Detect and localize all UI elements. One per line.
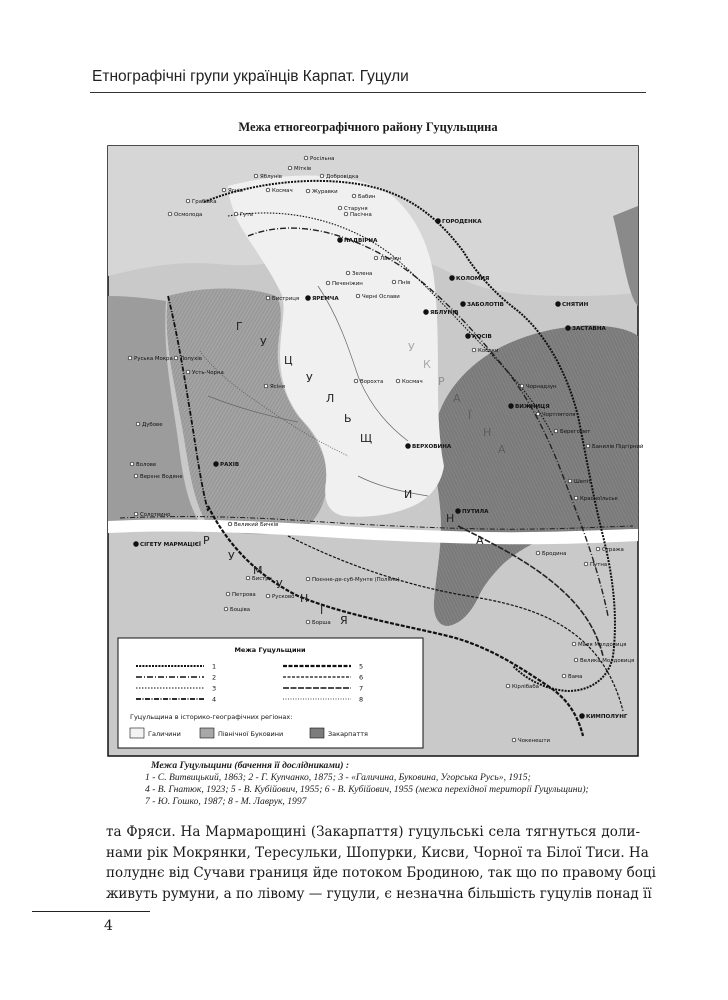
city-label: Добровідка	[326, 174, 359, 180]
city-dot	[574, 658, 578, 662]
country-letter: Н	[300, 592, 309, 605]
country-letter: У	[306, 372, 313, 385]
city-61	[572, 642, 626, 648]
city-label: Осмолода	[174, 212, 203, 218]
city-dot	[512, 738, 516, 742]
city-label: Чортлятоля	[542, 412, 576, 418]
city-label: КОСІВ	[472, 334, 492, 340]
city-dot	[580, 714, 585, 719]
city-36	[509, 404, 550, 410]
body-line: полуднє від Сучави границя йде потоком Бродиною, так що по правому боці	[106, 865, 656, 881]
map-legend	[118, 638, 423, 748]
city-label: Кобаки	[478, 348, 499, 354]
city-label: Банилів Підгірний	[592, 444, 644, 450]
city-56	[306, 577, 399, 583]
city-label: Путна	[590, 562, 608, 568]
body-line: нами рік Мокрянки, Тересульки, Шопурки, Кисви, Чорної та Білої Тиси. На	[106, 844, 649, 861]
country-letter: Н	[483, 426, 492, 439]
city-label: Берегомет	[560, 429, 591, 435]
city-dot	[222, 188, 226, 192]
city-dot	[306, 577, 310, 581]
city-dot	[392, 280, 396, 284]
city-label: Борша	[312, 620, 331, 626]
city-dot	[214, 462, 219, 467]
city-dot	[596, 547, 600, 551]
country-letter: Н	[446, 512, 455, 525]
city-dot	[509, 404, 514, 409]
city-label: Космач	[272, 188, 293, 194]
legend-region-swatch	[130, 728, 144, 738]
city-dot	[228, 522, 232, 526]
legend-regions	[130, 728, 368, 738]
city-label: Яблунів	[260, 174, 282, 180]
footer-rule	[32, 911, 150, 912]
country-letter: Ц	[284, 354, 293, 367]
city-dot	[436, 219, 441, 224]
city-dot	[346, 271, 350, 275]
country-letter: И	[404, 488, 413, 501]
map-title: Межа етногеографічного району Гуцульщина	[238, 120, 498, 134]
city-label: Старуня	[344, 206, 368, 212]
city-24	[461, 302, 504, 308]
country-letter: А	[498, 443, 506, 456]
country-letter: К	[423, 358, 431, 371]
city-label: КИМПОЛУНГ	[586, 714, 628, 720]
city-dot	[306, 189, 310, 193]
city-42	[586, 443, 644, 450]
city-dot	[246, 576, 250, 580]
city-dot	[506, 684, 510, 688]
city-dot	[472, 348, 476, 352]
city-label: Черні Ослави	[362, 294, 400, 300]
city-dot	[136, 422, 140, 426]
city-label: Чокенешти	[518, 738, 550, 744]
city-label: Вама	[568, 674, 583, 680]
legend-line-label: 5	[359, 662, 364, 671]
city-dot	[226, 592, 230, 596]
city-dot	[352, 194, 356, 198]
city-label: Красноїльськ	[580, 496, 618, 502]
country-letter: У	[260, 336, 267, 349]
map-figure	[108, 146, 644, 756]
city-label: Верхнє Водяне	[140, 474, 183, 480]
legend-line-label: 7	[359, 684, 364, 693]
city-dot	[326, 281, 330, 285]
city-label: Великий Бичків	[234, 522, 279, 528]
city-dot	[568, 479, 572, 483]
country-letter: Л	[326, 392, 335, 405]
city-dot	[574, 496, 578, 500]
city-label: Руська Мокра	[134, 356, 173, 362]
city-label: Пасічна	[350, 212, 372, 218]
legend-region-label: Північної Буковини	[218, 730, 284, 738]
city-label: Бощіва	[230, 607, 251, 613]
city-11	[168, 212, 202, 218]
city-label: РАХІВ	[220, 462, 240, 468]
city-label: Чорнадзун	[526, 384, 557, 390]
country-letter: А	[476, 534, 484, 547]
country-letter: І	[320, 604, 324, 617]
city-dot	[234, 212, 238, 216]
country-letter: У	[276, 578, 283, 591]
city-label: Яснів	[228, 188, 243, 194]
city-label: ЯБЛУНІВ	[430, 310, 459, 316]
city-dot	[450, 276, 455, 281]
city-dot	[396, 379, 400, 383]
city-dot	[320, 174, 324, 178]
city-dot	[338, 238, 343, 243]
city-dot	[134, 542, 139, 547]
city-label: Мітків	[294, 166, 312, 172]
city-dot	[266, 594, 270, 598]
map-svg	[108, 146, 644, 756]
city-label: Маля Молдовиця	[578, 642, 627, 648]
body-line: живуть румуни, а по лівому — гуцули, є незначна більшість гуцулів понад її	[106, 885, 652, 902]
city-dot	[128, 356, 132, 360]
city-dot	[186, 199, 190, 203]
city-label: Бистриця	[272, 296, 300, 302]
city-4	[320, 174, 358, 180]
country-letter: Ь	[344, 412, 352, 425]
city-label: Стража	[602, 547, 624, 553]
city-32	[186, 370, 224, 376]
header-rule	[90, 92, 646, 93]
city-66	[580, 714, 628, 720]
city-dot	[174, 356, 178, 360]
city-label: Волове	[136, 462, 157, 468]
city-label: КОЛОМИЯ	[456, 276, 490, 282]
city-64	[506, 684, 539, 690]
city-label: Пнів	[398, 280, 411, 286]
city-label: СНЯТИН	[562, 302, 589, 308]
running-head: Етнографічні групи українців Карпат. Гуцули	[92, 68, 409, 85]
city-dot	[566, 326, 571, 331]
city-label: ПУТИЛА	[462, 509, 489, 515]
city-14	[436, 219, 483, 225]
city-label: Росільна	[310, 156, 335, 162]
city-62	[574, 658, 634, 664]
legend-line-label: 8	[359, 695, 364, 704]
city-dot	[536, 412, 540, 416]
caption-line: 7 - Ю. Гошко, 1987; 8 - М. Лаврук, 1997	[145, 796, 307, 807]
legend-line-label: 1	[212, 662, 217, 671]
city-dot	[461, 302, 466, 307]
city-20	[326, 281, 363, 287]
city-label: Зелена	[352, 271, 373, 277]
city-label: Кірлібаба	[512, 684, 539, 690]
city-label: ВИЖНИЦЯ	[515, 404, 550, 410]
city-label: Шепіт	[574, 479, 592, 485]
city-label: Дубове	[142, 422, 163, 428]
legend-line-label: 6	[359, 673, 364, 682]
city-dot	[134, 512, 138, 516]
city-27	[566, 326, 607, 332]
city-22	[266, 296, 299, 302]
city-dot	[584, 562, 588, 566]
city-65	[512, 738, 550, 744]
country-letter: У	[408, 341, 415, 354]
city-dot	[356, 294, 360, 298]
city-dot	[306, 620, 310, 624]
city-label: ВЕРХОВИНА	[412, 444, 452, 450]
legend-line-label: 3	[212, 684, 217, 693]
city-23	[356, 294, 400, 300]
city-dot	[520, 384, 524, 388]
city-label: Лопухів	[180, 356, 202, 362]
city-48	[134, 512, 170, 518]
city-dot	[254, 174, 258, 178]
city-dot	[266, 296, 270, 300]
city-38	[554, 429, 590, 435]
city-label: Гута	[240, 212, 253, 218]
city-35	[520, 384, 557, 390]
city-dot	[354, 379, 358, 383]
city-53	[134, 541, 201, 548]
legend-region-label: Закарпаття	[328, 730, 368, 738]
city-label: Усть-Чорна	[192, 370, 224, 376]
city-label: Бистра	[252, 576, 273, 582]
city-dot	[554, 429, 558, 433]
city-dot	[288, 166, 292, 170]
city-dot	[424, 310, 429, 315]
country-letter: Р	[203, 534, 210, 547]
city-label: Печеніжин	[332, 281, 363, 287]
city-dot	[224, 607, 228, 611]
city-dot	[556, 302, 561, 307]
city-dot	[338, 206, 342, 210]
city-label: Бродина	[542, 551, 567, 557]
city-label: Космач	[402, 379, 423, 385]
city-47	[574, 496, 618, 502]
city-dot	[130, 462, 134, 466]
caption-line: 1 - С. Витвицький, 1863; 2 - Г. Купчанко, 1875; 3 - «Галичина, Буковина, Угорська Русь», 1915;	[145, 772, 531, 783]
country-letter: Щ	[360, 432, 373, 445]
caption-title: Межа Гуцульщини (бачення її дослідниками) :	[151, 760, 350, 771]
legend-region-swatch	[310, 728, 324, 738]
city-label: Грабівка	[192, 199, 217, 205]
legend-regions-title: Гуцульщина в історико-географічних регіонах:	[130, 713, 293, 721]
city-dot	[536, 551, 540, 555]
city-dot	[168, 212, 172, 216]
city-dot	[406, 444, 411, 449]
legend-title: Межа Гуцульщини	[234, 646, 306, 654]
city-dot	[586, 444, 590, 448]
city-label: Русково	[272, 594, 295, 600]
legend-region-swatch	[200, 728, 214, 738]
city-dot	[304, 156, 308, 160]
city-dot	[562, 674, 566, 678]
city-label: ЗАСТАВНА	[572, 326, 606, 332]
city-37	[536, 412, 575, 418]
city-dot	[344, 212, 348, 216]
city-30	[128, 356, 173, 362]
city-dot	[266, 188, 270, 192]
city-label: Петрова	[232, 592, 256, 598]
legend-region-label: Галичини	[148, 730, 181, 738]
city-45	[134, 474, 183, 480]
country-letter: Р	[438, 375, 445, 388]
city-label: Поєнне-де-суб-Мунте (Поляна)	[312, 577, 400, 583]
country-letter: Я	[340, 614, 348, 627]
body-line: та Фряси. На Мармарощині (Закарпаття) гуцульські села тягнуться доли-	[106, 824, 640, 840]
city-dot	[134, 474, 138, 478]
country-letter: Ї	[468, 409, 472, 422]
city-dot	[374, 256, 378, 260]
body-paragraph	[106, 822, 656, 904]
city-label: НАДВІРНА	[344, 238, 378, 244]
country-letter: М	[253, 564, 263, 577]
city-dot	[456, 509, 461, 514]
map-caption	[145, 760, 635, 808]
legend-line-label: 2	[212, 673, 217, 682]
city-label: Журавки	[312, 189, 338, 195]
city-dot	[572, 642, 576, 646]
city-label: СІГЕТУ МАРМАЦІЄЇ	[140, 542, 201, 548]
city-label: ГОРОДЕНКА	[442, 219, 482, 225]
caption-line: 4 - В. Гнатюк, 1923; 5 - В. Кубійович, 1955; 6 - В. Кубійович, 1955 (межа перехідної території Гуцульщини);	[145, 784, 589, 795]
country-letter: А	[453, 392, 461, 405]
country-letter: У	[228, 550, 235, 563]
city-label: ЯРЕМЧА	[312, 296, 339, 302]
city-label: ЗАБОЛОТІВ	[467, 302, 504, 308]
city-15	[338, 238, 379, 244]
legend-line-label: 4	[212, 695, 217, 704]
city-label: Солотвино	[140, 512, 171, 518]
city-label: Ясіня	[270, 384, 285, 390]
city-49	[228, 521, 278, 528]
city-41	[406, 444, 452, 450]
city-dot	[186, 370, 190, 374]
city-dot	[264, 384, 268, 388]
city-label: Ворохта	[360, 379, 384, 385]
country-letter: Г	[236, 320, 243, 333]
page-number: 4	[104, 918, 113, 934]
city-dot	[466, 334, 471, 339]
city-label: Бабин	[358, 194, 376, 200]
city-label: Ланчин	[380, 256, 402, 262]
city-dot	[306, 296, 311, 301]
city-label: Велика Молдовиця	[580, 658, 635, 664]
city-18	[450, 276, 490, 282]
